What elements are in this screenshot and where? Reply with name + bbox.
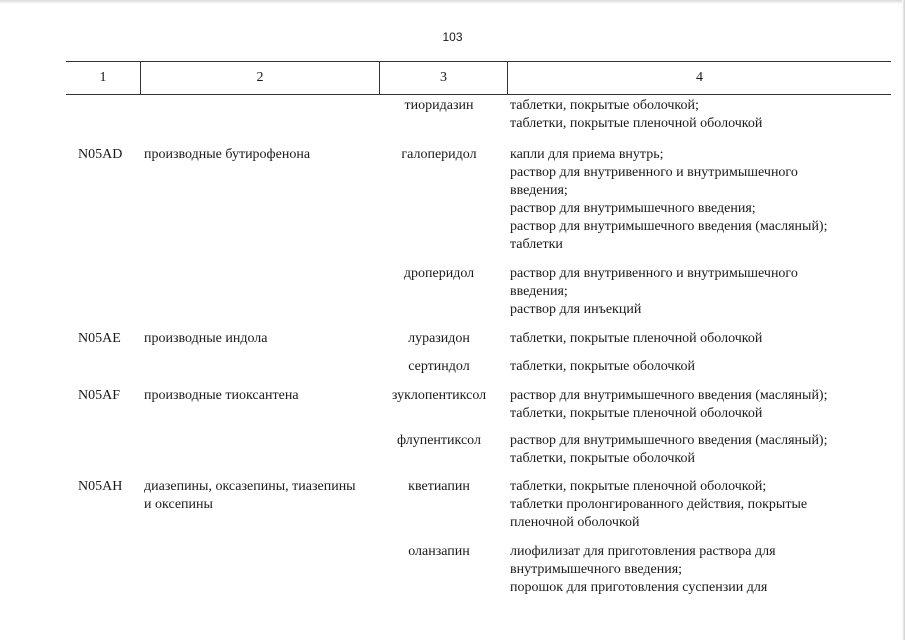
dosage-form: раствор для внутривенного и внутримышечного [510,266,798,281]
dosage-form: раствор для внутримышечного введения (масляный); [510,388,828,403]
drug-name: луразидон [408,331,470,346]
dosage-form: раствор для внутримышечного введения (масляный); [510,433,828,448]
dosage-form: раствор для внутримышечного введения; [510,201,756,216]
dosage-form: таблетки, покрытые пленочной оболочкой [510,116,763,131]
dosage-form: таблетки пролонгированного действия, покрытые [510,497,808,512]
dosage-form: порошок для приготовления суспензии для [510,580,768,595]
dosage-form: введения; [510,183,568,198]
dosage-form: таблетки, покрытые пленочной оболочкой [510,331,763,346]
drug-name: зуклопентиксол [391,388,487,403]
atc-group: и оксепины [144,497,213,512]
atc-code: N05AD [78,147,123,162]
table-header [66,61,891,95]
drug-name: дроперидол [403,266,475,281]
dosage-form: таблетки [510,237,563,252]
dosage-form: пленочной оболочкой [510,515,640,530]
dosage-form: раствор для внутривенного и внутримышечного [510,165,798,180]
drug-name: галоперидол [401,147,477,162]
atc-code: N05AE [78,331,121,346]
dosage-form: внутримышечного введения; [510,562,683,577]
header-col-2: 2 [140,62,379,94]
drug-name: оланзапин [408,544,470,559]
dosage-form: таблетки, покрытые оболочкой [510,451,696,466]
drug-name: сертиндол [408,359,470,374]
dosage-form: капли для приема внутрь; [510,147,664,162]
dosage-form: таблетки, покрытые оболочкой [510,359,696,374]
header-col-4: 4 [507,62,891,94]
drug-name: флупентиксол [397,433,481,448]
scan-edge-top [0,0,905,4]
atc-group: диазепины, оксазепины, тиазепины [144,479,356,494]
dosage-form: таблетки, покрытые оболочкой; [510,98,699,113]
dosage-form: введения; [510,284,568,299]
header-col-1: 1 [99,70,107,85]
page-number: 103 [442,30,463,44]
dosage-form: таблетки, покрытые пленочной оболочкой; [510,479,767,494]
atc-group: производные индола [144,331,268,346]
dosage-form: раствор для внутримышечного введения (масляный); [510,219,828,234]
dosage-form: лиофилизат для приготовления раствора для [510,544,776,559]
dosage-form: таблетки, покрытые пленочной оболочкой [510,406,763,421]
drug-name: кветиапин [408,479,470,494]
atc-group: производные бутирофенона [144,147,311,162]
dosage-form: раствор для инъекций [510,302,642,317]
header-col-3: 3 [379,62,507,94]
atc-group: производные тиоксантена [144,388,299,403]
atc-code: N05AF [78,388,121,403]
drug-name: тиоридазин [404,98,474,113]
atc-code: N05AH [78,479,123,494]
